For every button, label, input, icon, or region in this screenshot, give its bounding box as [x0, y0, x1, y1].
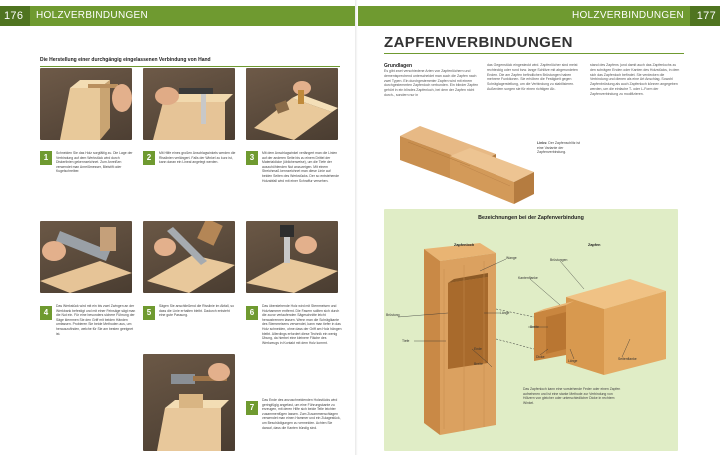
right-running-header — [358, 6, 720, 26]
diagram-label-seitenflanke: Seitenflanke — [618, 357, 637, 361]
step-3-number: 3 — [246, 151, 258, 165]
section-rule — [40, 66, 340, 67]
section-title: Die Herstellung einer durchgängig eingelassenen Verbindung von Hand — [40, 57, 211, 63]
left-page-number: 176 — [0, 6, 30, 26]
right-running-head: HOLZVERBINDUNGEN — [571, 10, 684, 21]
body-column-3: stand des Zapfens (und damit auch das Zapfenlochs zu den schrägen Enden oder Kanten des Holzstücks, in dem sich das Zapfenloch befindet. Sie verdecken die Verbindung und dienen als eine Art Anschlag. Sowohl Zapfenbrüstung als auch Zapfenloch können angegeben werden, um die einfache T- oder L-Form der Zapfenverbindung zu modifizieren. — [590, 63, 680, 96]
diagram-label-zapfen: Zapfen — [588, 243, 601, 247]
joint-diagram — [384, 209, 678, 451]
step-7-number: 7 — [246, 401, 258, 415]
diagram-label-bruestungen: Brüstungen — [550, 258, 568, 262]
diagram-label-zapfenloch: Zapfenloch — [454, 243, 475, 247]
step-2-number: 2 — [143, 151, 155, 165]
diagram-label-laenge-mortise: Länge — [500, 311, 510, 315]
step-6-photo — [246, 221, 338, 293]
diagram-label-tiefe: Tiefe — [402, 339, 410, 343]
step-2-photo — [143, 68, 235, 140]
diagram-illustration — [384, 209, 678, 451]
photo-caption — [537, 141, 587, 155]
body-column-2: das Gegenstück eingesteckt wird. Zapfenlöcher sind meist rechteckig oder rund bzw. lange Schlitze mit abgerundeten Enden. Die am Zapfen befindlichen Brüstungen haben mehrere Funktionen. Sie erhöhen die Festigkeit gegen Schräglagerstellung, um die Verbindung zu stabilisieren. Außerdem sorgen sie für einen richtigen Ab- — [487, 63, 578, 91]
body-column-1: Es gibt zwei verschiedene Arten von Zapfenlöchern und dementsprechend unterscheidet man auch die Zapfen nach zwei Typen. Ein durchgestemmter Zapfen wird mit einem durchgestemmten Zapfenloch verbunden. Ein blinder Zapfen gehört in ein blindes Zapfenloch, bei dem der Zapfen nicht durch-, sondern nur in — [384, 69, 479, 97]
diagram-label-bruestung: Brüstung — [386, 313, 400, 317]
diagram-label-wange: Wange — [506, 256, 517, 260]
bridle-joint-photo — [400, 126, 534, 206]
step-2-text: Mit Hilfe eines großen Anschlagwinkels werden die Risslinien verlängert. Falls der Winkel zu kurz ist, kann daran ein Lineal angelegt werden. — [159, 151, 236, 165]
diagram-label-ende: Ende — [474, 347, 482, 351]
left-page — [0, 0, 358, 455]
diagram-label-breite-mortise: Breite — [474, 362, 483, 366]
photo-caption-lead: Links: — [537, 141, 548, 145]
diagram-label-breite-tenon: Breite — [530, 325, 539, 329]
title-rule — [384, 53, 684, 54]
diagram-label-dicke: Dicke — [536, 355, 545, 359]
diagram-note: Das Zapfenloch kann eine vorstehende Feder oder einen Zapfen aufnehmen und ist eine starke Methode zur Verbindung von Hölzern von gleicher oder unterschiedlicher Dicke in rechtem Winkel. — [523, 387, 621, 406]
step-3-text: Mit dem Anschlagwinkel verlängert man die Linien auf der anderen Seite bis zu einem Drittel der Materialdicke (üblicherweise), um die Tiefe der auszuhöhlenden Nut anzuzeigen. Mit einem Streichmaß kennzeichnet man diese Linie auf beiden Seiten des Werkstücks. Der so entstehende Holzabfall wird mit einer Schraffur versehen. — [262, 151, 340, 183]
diagram-label-laenge-tenon: Länge — [568, 359, 578, 363]
step-7-photo — [143, 354, 235, 451]
chapter-title: ZAPFENVERBINDUNGEN — [384, 34, 573, 51]
left-running-header — [0, 6, 358, 26]
step-1-number: 1 — [40, 151, 52, 165]
step-7-text: Das Ende des anzuschneidenden Holzstücks wird geringfügig angefast, um eine Führungskante zu erzeugen, mit deren Hilfe sich beide Teile leichter zusammenfügen lassen. Zum Zusammenschlagen verwendet man einen Hammer und ein Zulagestück, um Beschädigungen zu vermeiden. Achten Sie darauf, dass die Kanten bündig sind. — [262, 398, 341, 430]
step-6-number: 6 — [246, 306, 258, 320]
diagram-label-kantenflanke: Kantenflanke — [518, 276, 538, 280]
step-4-photo — [40, 221, 132, 293]
photo-caption-text: Der Zapfenschlitz ist eine Variante der Zapfenverbindung. — [537, 141, 581, 155]
step-5-number: 5 — [143, 306, 155, 320]
step-3-photo — [246, 68, 338, 140]
right-page-number: 177 — [690, 6, 720, 26]
step-5-photo — [143, 221, 235, 293]
step-6-text: Das überstehende Holz wird mit Stemmeisen und Holzhammer entfernt. Die Fasern sollten sich durch die zuvor verlaufenden Sägeschnitte leicht heraustrennen lassen. Wenn man die Schräglkante des Stemmeisens verwendet, kann man tiefer in das Holz schneiden, ohne dass der Griff am Holz hängen bleibt. Allerdings erfordert diese Technik ein wenig Übung, da hierbei eine kleinere Fläche des Werkzeugs in Kontakt mit dem Holz kommt. — [262, 304, 342, 345]
diagram-title: Bezeichnungen bei der Zapfenverbindung — [478, 215, 584, 221]
step-1-text: Schneiden Sie das Holz sorgfältig zu. Die Lage der Verbindung auf dem Werkstück wird durch Diskerlinien gekennzeichnet. Zum Anreißen verwendet man Anreißmesser, Bleistift oder Kugelschreiber. — [56, 151, 133, 174]
left-running-head: HOLZVERBINDUNGEN — [36, 10, 149, 21]
subhead-grundlagen: Grundlagen — [384, 63, 413, 69]
step-4-text: Das Werkstück wird mit ein bis zwei Zwingen an der Werkbank befestigt und mit einer Feinsäge sägt man die Nut ein. Für eine besonders sichere Führung der Säge klemmen Sie den Griff mit beiden Händen umfassen. Probieren Sie beide Methoden aus, um herauszufinden, welche für Sie am besten geeignet ist. — [56, 304, 136, 336]
step-1-photo — [40, 68, 132, 140]
step-4-number: 4 — [40, 306, 52, 320]
step-5-text: Sägen Sie anschließend die Risslinie im Abfall, so dass die Linie erhalten bleibt. Dadurch entsteht eine gute Passung. — [159, 304, 235, 318]
